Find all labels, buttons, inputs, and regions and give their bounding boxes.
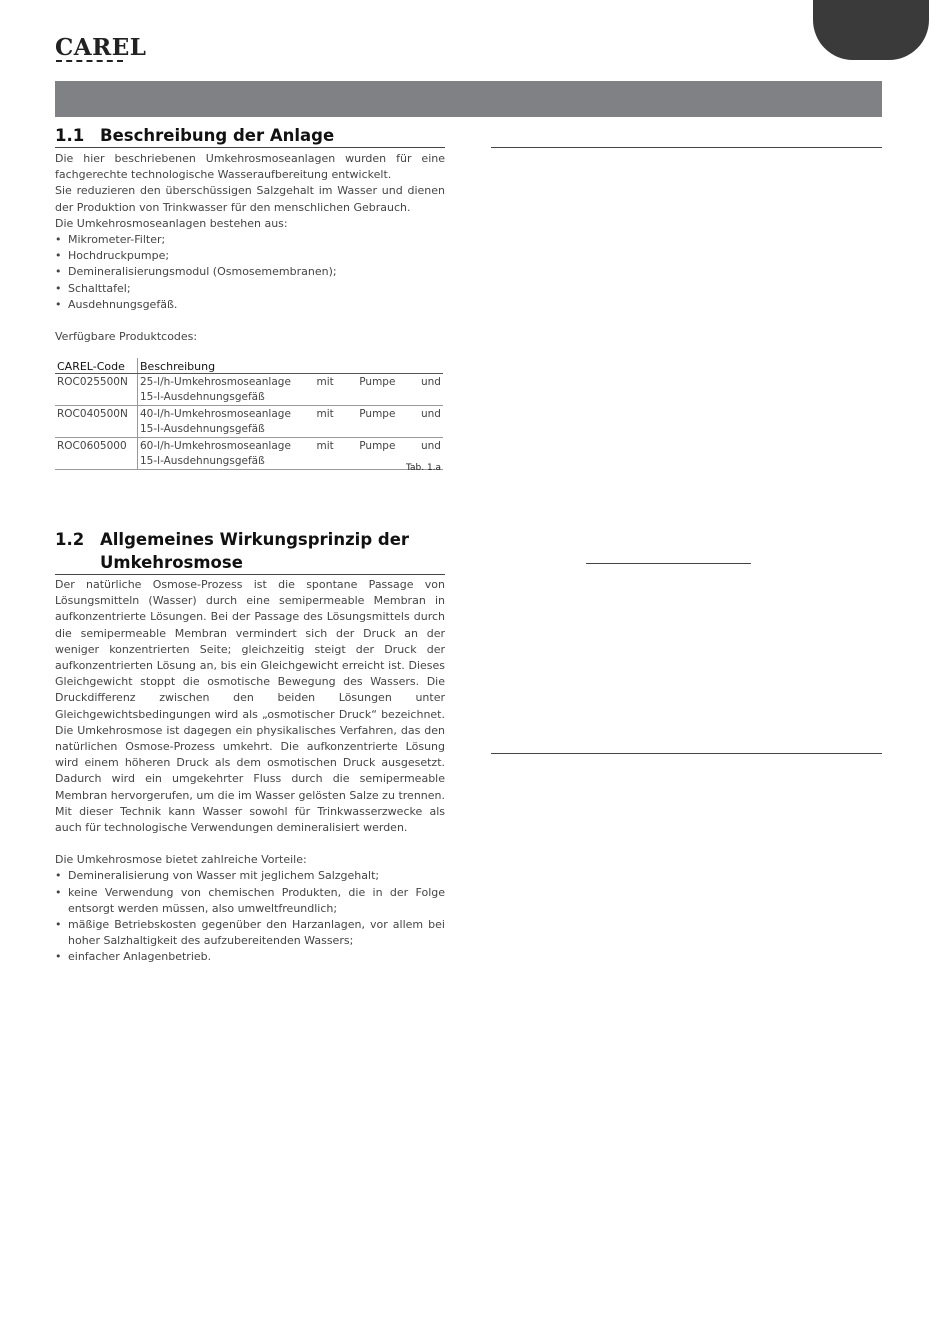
page-corner-tab	[813, 0, 929, 60]
code-cell: ROC025500N	[55, 374, 138, 406]
advantages-intro: Die Umkehrosmose bietet zahlreiche Vorteile:	[55, 853, 307, 867]
desc-word: mit	[316, 440, 334, 452]
column-header: CAREL-Code	[55, 358, 138, 374]
section-title-line2: Umkehrosmose	[100, 553, 243, 572]
list-item: • einfacher Anlagenbetrieb.	[55, 949, 445, 965]
paragraph: Sie reduzieren den überschüssigen Salzgehalt im Wasser und dienen der Produktion von Trinkwasser für den menschlichen Gebrauch.	[55, 184, 445, 214]
desc-word: und	[420, 376, 441, 388]
desc-word: Pumpe	[359, 440, 396, 452]
paragraph: Der natürliche Osmose-Prozess ist die spontane Passage von Lösungsmitteln (Wasser) durch eine semipermeable Membran in aufkonzentrierte Lösungen. Bei der Passage des Lösungsmittels durch die semipermeable Membran vermindert sich der Druck an der weniger konzentrierten Seite; gleichzeitig steigt der Druck der aufkonzentrierten Lösung an, bis ein Gleichgewicht erreicht ist. Dieses Gleichgewicht stoppt die osmotische Bewegung des Wassers. Die Druckdifferenz zwischen den beiden Lösungen unter Gleichgewichtsbedingungen wird als „osmotischer Druck“ bezeichnet. Die Umkehrosmose ist dagegen ein physikalisches Verfahren, das den natürlichen Osmose-Prozess umkehrt. Die aufkonzentrierte Lösung wird einem höheren Druck als dem osmotischen Druck ausgesetzt. Dadurch wird ein umgekehrter Fluss durch die semipermeable Membran hervorgerufen, um die im Wasser gelösten Salze zu trennen. Mit dieser Technik kann Wasser sowohl für Trinkwasserzwecke als auch für technologische Verwendungen demineralisiert werden.	[55, 578, 445, 835]
desc-word: und	[420, 408, 441, 420]
desc-word: 40-l/h-Umkehrosmoseanlage	[140, 408, 291, 420]
description-cell	[138, 438, 444, 470]
right-column-short-rule	[586, 563, 751, 564]
advantages-list	[55, 868, 445, 965]
chapter-header-bar	[55, 81, 882, 117]
section-rule	[55, 147, 445, 148]
section-1-2-body	[55, 577, 445, 966]
section-title-line1: Allgemeines Wirkungsprinzip der	[100, 530, 410, 549]
list-item: • Mikrometer-Filter;	[55, 232, 445, 248]
list-item: • Ausdehnungsgefäß.	[55, 297, 445, 313]
table-row	[55, 374, 443, 406]
desc-line: 15-l-Ausdehnungsgefäß	[140, 390, 265, 403]
desc-word: Pumpe	[359, 376, 396, 388]
section-1-1-body	[55, 151, 445, 345]
list-item: • Schalttafel;	[55, 281, 445, 297]
description-cell	[138, 406, 444, 438]
desc-word: 25-l/h-Umkehrosmoseanlage	[140, 376, 291, 388]
table-row	[55, 406, 443, 438]
product-codes-table	[55, 358, 443, 470]
section-1-2-heading	[55, 528, 409, 574]
right-column-rule	[491, 753, 882, 754]
description-cell	[138, 374, 444, 406]
list-item: • mäßige Betriebskosten gegenüber den Harzanlagen, vor allem bei hoher Salzhaltigkeit des aufzubereitenden Wassers;	[55, 917, 445, 949]
desc-word: und	[420, 440, 441, 452]
section-title: Beschreibung der Anlage	[100, 126, 335, 145]
right-column-rule	[491, 147, 882, 148]
list-item: • Demineralisierung von Wasser mit jeglichem Salzgehalt;	[55, 868, 445, 884]
codes-intro: Verfügbare Produktcodes:	[55, 330, 198, 344]
component-list	[55, 232, 445, 313]
desc-line: 15-l-Ausdehnungsgefäß	[140, 422, 265, 435]
section-number: 1.1	[55, 126, 85, 145]
logo-underline	[56, 60, 123, 64]
table-caption: Tab. 1.a	[406, 463, 442, 473]
table-row	[55, 438, 443, 470]
paragraph: Die Umkehrosmoseanlagen bestehen aus:	[55, 216, 288, 230]
desc-word: 60-l/h-Umkehrosmoseanlage	[140, 440, 291, 452]
list-item: • keine Verwendung von chemischen Produkten, die in der Folge entsorgt werden müssen, also umweltfreundlich;	[55, 885, 445, 917]
list-item: • Hochdruckpumpe;	[55, 248, 445, 264]
carel-logo: CAREL	[55, 34, 147, 61]
desc-line: 15-l-Ausdehnungsgefäß	[140, 454, 265, 467]
column-header: Beschreibung	[138, 358, 444, 374]
desc-word: mit	[316, 376, 334, 388]
code-cell: ROC040500N	[55, 406, 138, 438]
table-header-row	[55, 358, 443, 374]
section-1-1-heading	[55, 124, 334, 147]
list-item: • Demineralisierungsmodul (Osmosemembranen);	[55, 264, 445, 280]
code-cell: ROC0605000	[55, 438, 138, 470]
section-number: 1.2	[55, 530, 85, 549]
paragraph: Die hier beschriebenen Umkehrosmoseanlagen wurden für eine fachgerechte technologische Wasseraufbereitung entwickelt.	[55, 152, 445, 182]
desc-word: mit	[316, 408, 334, 420]
section-rule	[55, 574, 445, 575]
desc-word: Pumpe	[359, 408, 396, 420]
